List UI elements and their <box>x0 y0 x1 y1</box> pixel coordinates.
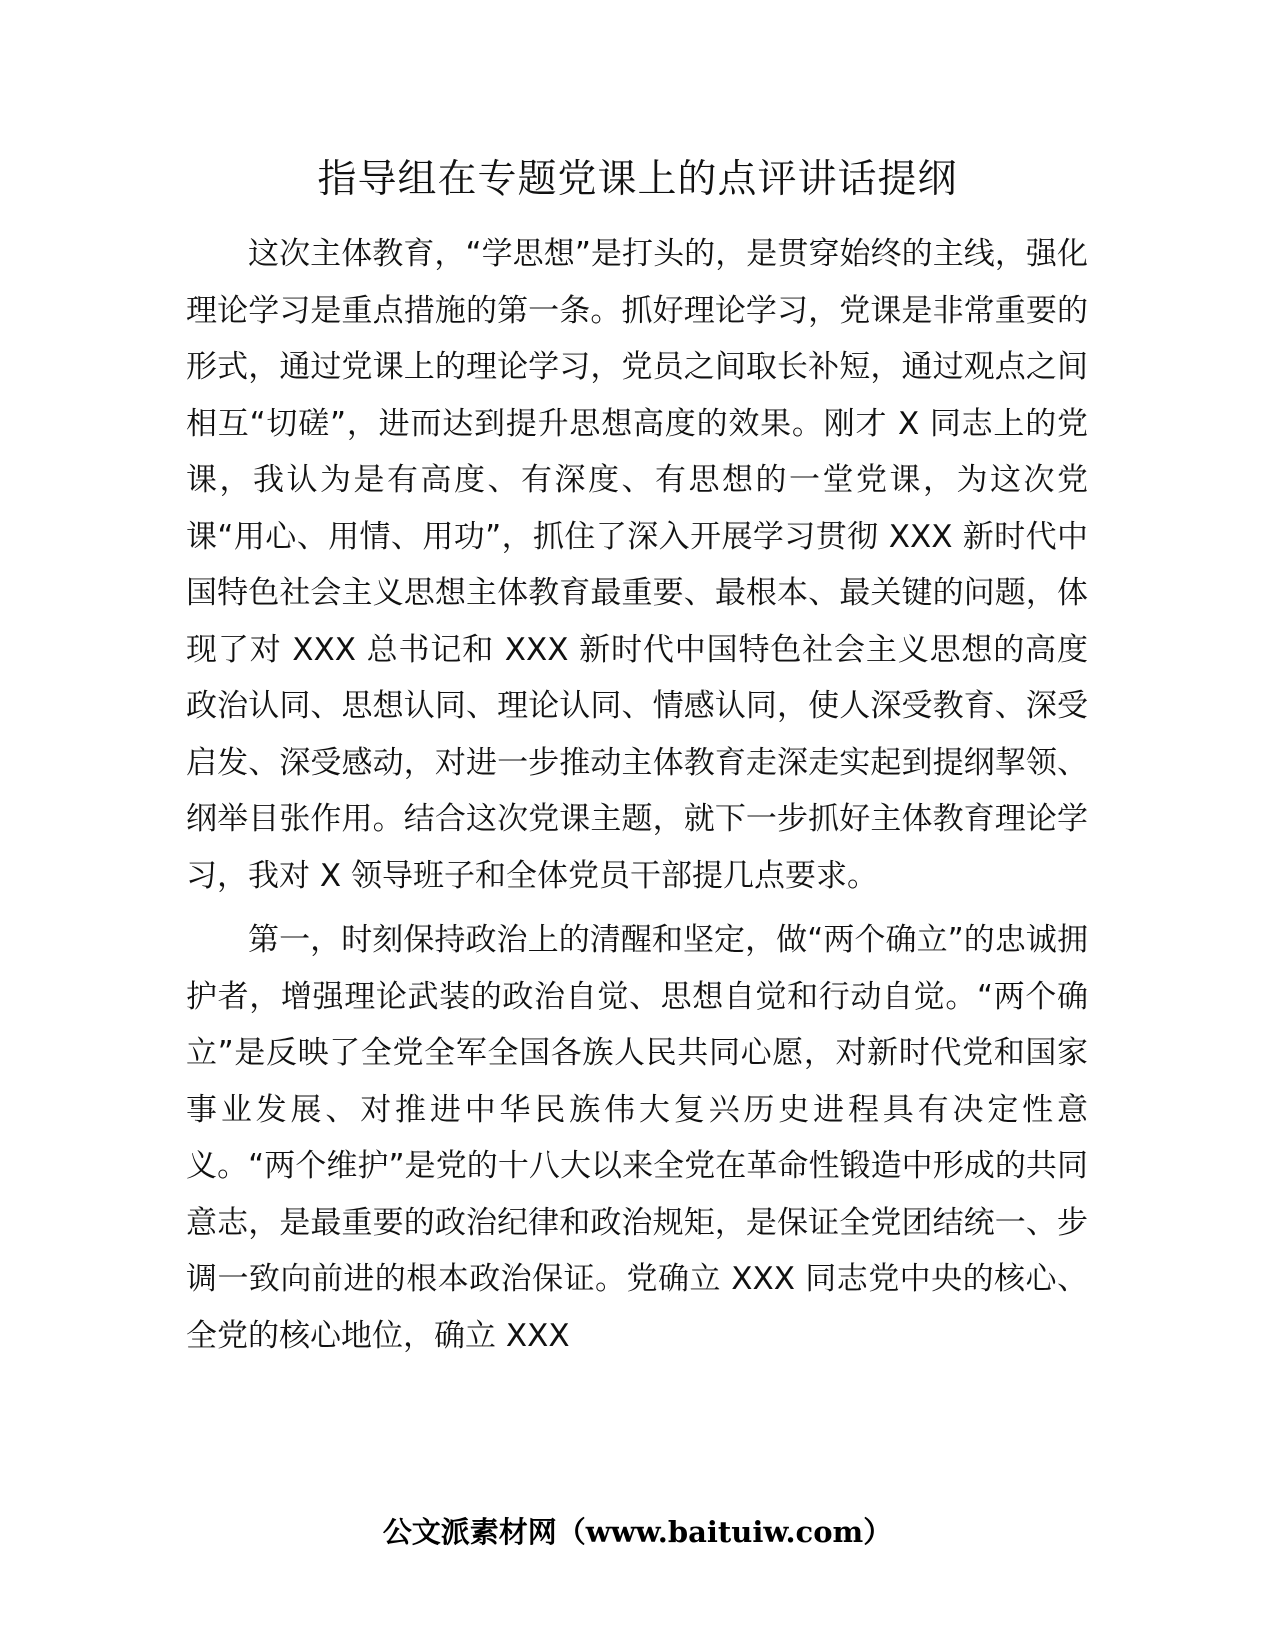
document-title: 指导组在专题党课上的点评讲话提纲 <box>317 157 958 202</box>
document-body <box>186 226 1088 1364</box>
paragraph-first-point: 第一，时刻保持政治上的清醒和坚定，做“两个确立”的忠诚拥护者，增强理论武装的政治自觉、思想自觉和行动自觉。“两个确立”是反映了全党全军全国各族人民共同心愿，对新时代党和国家事业发展、对推进中华民族伟大复兴历史进程具有决定性意义。“两个维护”是党的十八大以来全党在革命性锻造中形成的共同意志，是最重要的政治纪律和政治规矩，是保证全党团结统一、步调一致向前进的根本政治保证。党确立 XXX 同志党中央的核心、全党的核心地位，确立 XXX <box>186 922 1088 1354</box>
footer-watermark: 公文派素材网（www.baituiw.com） <box>382 1515 893 1549</box>
paragraph-intro: 这次主体教育，“学思想”是打头的，是贯穿始终的主线，强化理论学习是重点措施的第一条。抓好理论学习，党课是非常重要的形式，通过党课上的理论学习，党员之间取长补短，通过观点之间相互“切磋”，进而达到提升思想高度的效果。刚才 X 同志上的党课，我认为是有高度、有深度、有思想的一堂党课，为这次党课“用心、用情、用功”，抓住了深入开展学习贯彻 XXX 新时代中国特色社会主义思想主体教育最重要、最根本、最关键的问题，体现了对 XXX 总书记和 XXX 新时代中国特色社会主义思想的高度政治认同、思想认同、理论认同、情感认同，使人深受教育、深受启发、深受感动，对进一步推动主体教育走深走实起到提纲挈领、纲举目张作用。结合这次党课主题，就下一步抓好主体教育理论学习，我对 X 领导班子和全体党员干部提几点要求。 <box>186 236 1088 894</box>
